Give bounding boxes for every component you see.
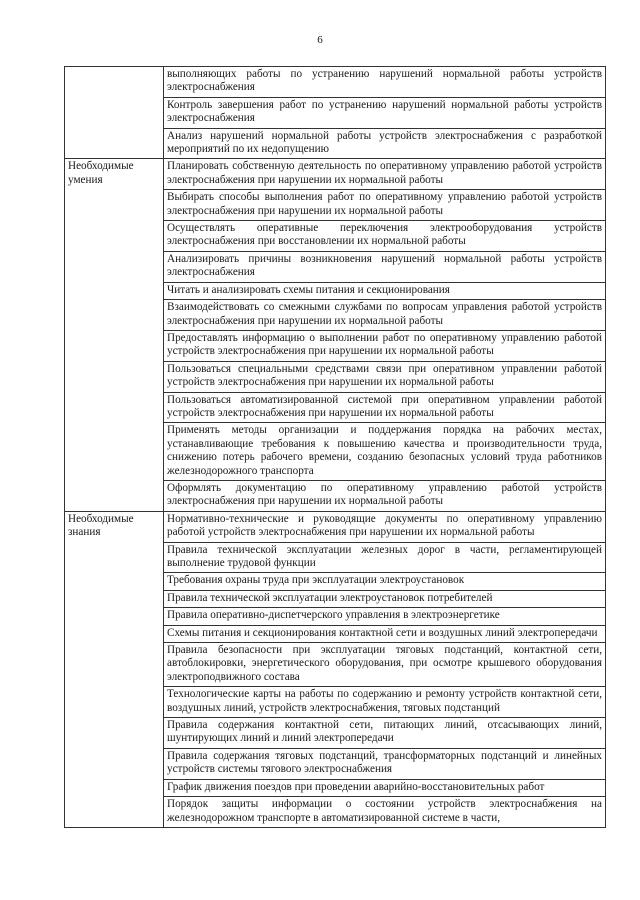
requirement-item: Предоставлять информацию о выполнении работ по оперативному управлению работой устройств электроснабжения при нарушении их нормальной работы	[164, 330, 606, 361]
table-row	[65, 67, 606, 98]
requirement-item: выполняющих работы по устранению нарушений нормальной работы устройств электроснабжения	[164, 67, 606, 98]
table-row	[65, 159, 606, 190]
requirement-item: Технологические карты на работы по содержанию и ремонту устройств контактной сети, воздушных линий, устройств электроснабжения, тяговых подстанций	[164, 687, 606, 718]
requirement-item: Порядок защиты информации о состоянии устройств электроснабжения на железнодорожном транспорте в автоматизированной системе в части,	[164, 797, 606, 828]
requirement-item: Пользоваться автоматизированной системой при оперативном управлении работой устройств электроснабжения при нарушении их нормальной работы	[164, 392, 606, 423]
requirement-item: Правила оперативно-диспетчерского управления в электроэнергетике	[164, 608, 606, 625]
requirement-item: Пользоваться специальными средствами связи при оперативном управлении работой устройств электроснабжения при нарушении их нормальной работы	[164, 361, 606, 392]
requirements-table-body	[65, 67, 606, 828]
requirement-item: Требования охраны труда при эксплуатации электроустановок	[164, 573, 606, 590]
requirement-item: Анализ нарушений нормальной работы устройств электроснабжения с разработкой мероприятий по их недопущению	[164, 128, 606, 159]
section-label: Необходимые знания	[65, 511, 164, 827]
requirement-item: Применять методы организации и поддержания порядка на рабочих местах, устанавливающие требования к повышению качества и производительности труда, снижению потерь рабочего времени, созданию безопасных условий труда работников железнодорожного транспорта	[164, 423, 606, 481]
requirement-item: График движения поездов при проведении аварийно-восстановительных работ	[164, 779, 606, 796]
requirement-item: Читать и анализировать схемы питания и секционирования	[164, 282, 606, 299]
requirement-item: Схемы питания и секционирования контактной сети и воздушных линий электропередачи	[164, 625, 606, 642]
requirement-item: Взаимодействовать со смежными службами по вопросам управления работой устройств электроснабжения при нарушении их нормальной работы	[164, 300, 606, 331]
requirements-table	[64, 66, 606, 828]
requirement-item: Правила содержания контактной сети, питающих линий, отсасывающих линий, шунтирующих линий и линий электропередачи	[164, 718, 606, 749]
requirement-item: Правила технической эксплуатации железных дорог в части, регламентирующей выполнение трудовой функции	[164, 542, 606, 573]
requirement-item: Осуществлять оперативные переключения электрооборудования устройств электроснабжения при восстановлении их нормальной работы	[164, 221, 606, 252]
section-label	[65, 67, 164, 159]
requirement-item: Правила содержания тяговых подстанций, трансформаторных подстанций и линейных устройств системы тягового электроснабжения	[164, 748, 606, 779]
requirement-item: Контроль завершения работ по устранению нарушений нормальной работы устройств электроснабжения	[164, 97, 606, 128]
requirement-item: Оформлять документацию по оперативному управлению работой устройств электроснабжения при нарушении их нормальной работы	[164, 480, 606, 511]
table-row	[65, 511, 606, 542]
requirement-item: Правила технической эксплуатации электроустановок потребителей	[164, 590, 606, 607]
requirement-item: Выбирать способы выполнения работ по оперативному управлению работой устройств электроснабжения при нарушении их нормальной работы	[164, 190, 606, 221]
requirement-item: Нормативно-технические и руководящие документы по оперативному управлению работой устройств электроснабжения при нарушении их нормальной работы	[164, 511, 606, 542]
section-label: Необходимые умения	[65, 159, 164, 511]
requirement-item: Планировать собственную деятельность по оперативному управлению работой устройств электроснабжения при нарушении их нормальной работы	[164, 159, 606, 190]
page-number: 6	[317, 34, 323, 46]
requirement-item: Правила безопасности при эксплуатации тяговых подстанций, контактной сети, автоблокировки, энергетического оборудования, при осмотре крышевого оборудования электроподвижного состава	[164, 643, 606, 687]
requirement-item: Анализировать причины возникновения нарушений нормальной работы устройств электроснабжения	[164, 251, 606, 282]
